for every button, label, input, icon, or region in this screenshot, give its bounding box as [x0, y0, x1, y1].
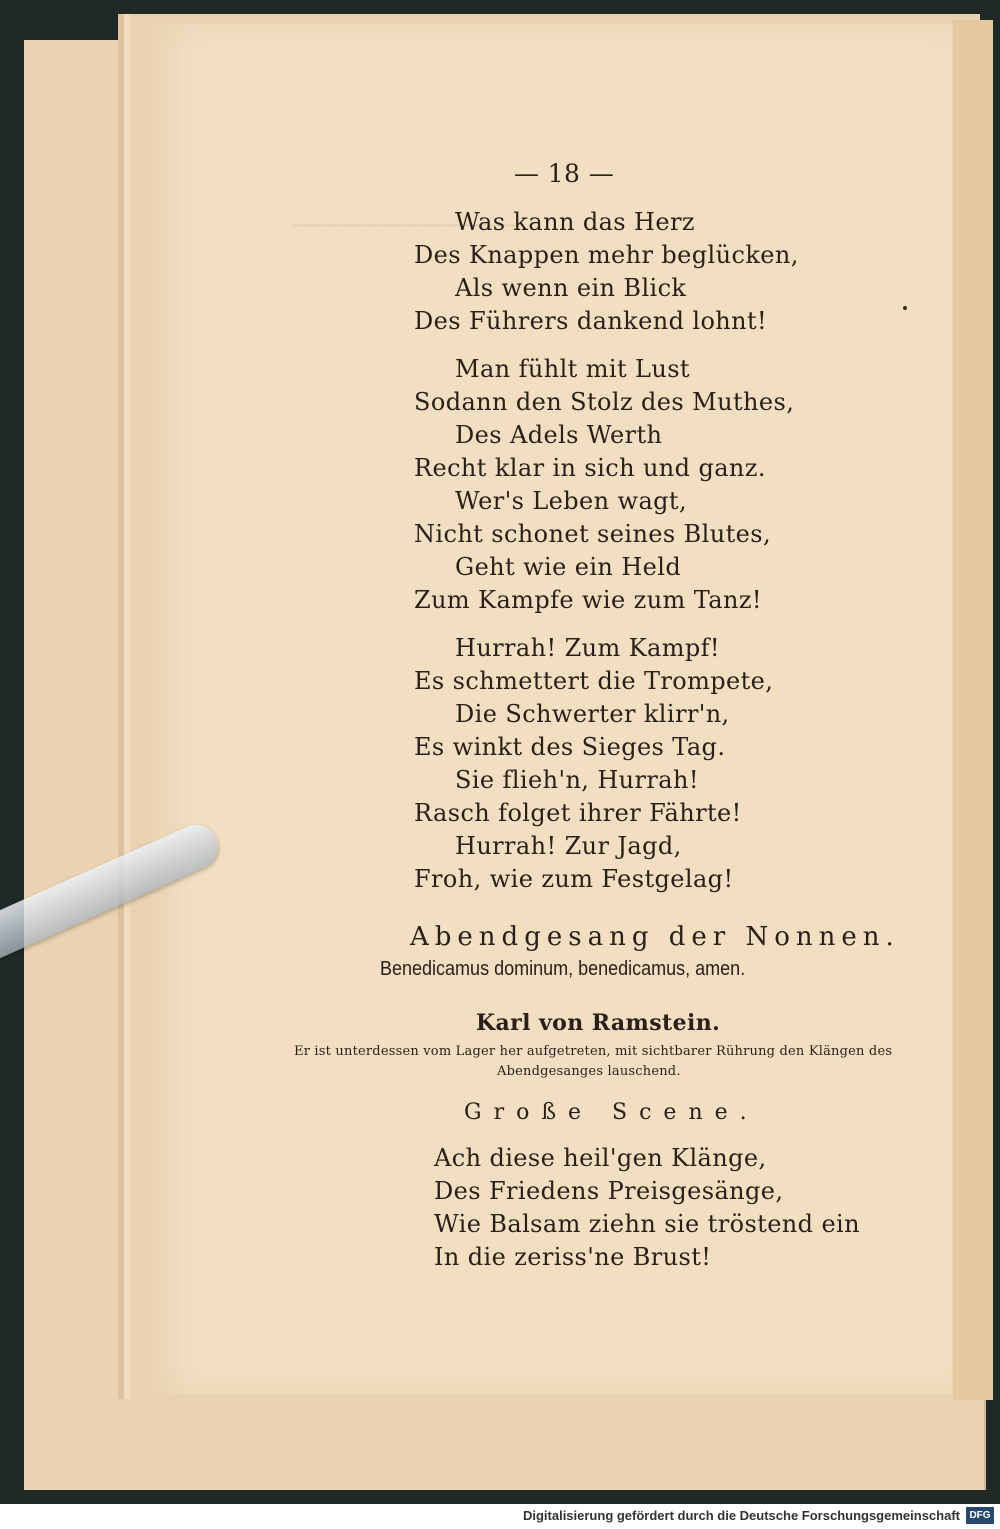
ink-speck [903, 306, 907, 310]
verse-line: Des Adels Werth [455, 421, 663, 449]
verse-line: Nicht schonet seines Blutes, [414, 520, 772, 548]
verse-line: Des Friedens Preisgesänge, [434, 1177, 784, 1205]
stage-direction: Er ist unterdessen vom Lager her aufgetreten, mit sichtbarer Rührung den Klängen des [294, 1044, 893, 1059]
verse-line: Ach diese heil'gen Klänge, [434, 1144, 767, 1172]
speaker-name: Karl von Ramstein. [476, 1010, 721, 1036]
section-heading: Abendgesang der Nonnen. [410, 922, 900, 952]
verse-line: Die Schwerter klirr'n, [455, 700, 730, 728]
verse-line: Rasch folget ihrer Fährte! [414, 799, 742, 827]
verse-line: Es winkt des Sieges Tag. [414, 733, 726, 761]
verse-line: Des Führers dankend lohnt! [414, 307, 768, 335]
stage-direction: Abendgesanges lauschend. [497, 1064, 681, 1079]
verse-line: Zum Kampfe wie zum Tanz! [414, 586, 762, 614]
verse-line: Es schmettert die Trompete, [414, 667, 774, 695]
bleed-through: ───────────────── [292, 214, 518, 239]
verse-line: Was kann das Herz [455, 208, 695, 236]
verse-line: Recht klar in sich und ganz. [414, 454, 766, 482]
page-number: — 18 — [514, 159, 615, 188]
verse-line: Des Knappen mehr beglücken, [414, 241, 799, 269]
verse-line: Sie flieh'n, Hurrah! [455, 766, 699, 794]
footer-bar [0, 1504, 1000, 1529]
verse-line: In die zeriss'ne Brust! [434, 1243, 712, 1271]
scene-heading: Große Scene. [464, 1100, 759, 1125]
verse-line: Hurrah! Zum Kampf! [455, 634, 720, 662]
dfg-logo-icon: DFG [966, 1507, 994, 1524]
verse-line: Wie Balsam ziehn sie tröstend ein [434, 1210, 860, 1238]
verse-line: Hurrah! Zur Jagd, [455, 832, 682, 860]
verse-line: Man fühlt mit Lust [455, 355, 690, 383]
latin-refrain: Benedicamus dominum, benedicamus, amen. [380, 958, 746, 980]
verse-line: Geht wie ein Held [455, 553, 682, 581]
verse-line: Als wenn ein Blick [455, 274, 687, 302]
funding-credit: Digitalisierung gefördert durch die Deutsche Forschungsgemeinschaft [522, 1508, 960, 1523]
verse-line: Wer's Leben wagt, [455, 487, 688, 515]
page-edge [953, 20, 993, 1400]
verse-line: Froh, wie zum Festgelag! [414, 865, 734, 893]
verse-line: Sodann den Stolz des Muthes, [414, 388, 795, 416]
book-page [152, 24, 952, 1394]
